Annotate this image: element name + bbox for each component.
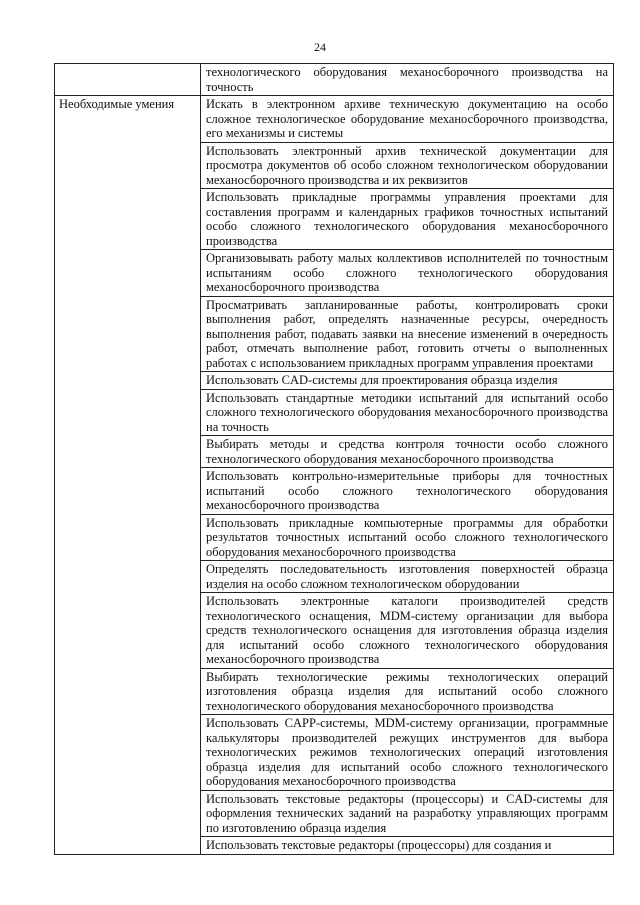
skill-item: Использовать электронный архив технической документации для просмотра документов об особо сложном технологическом оборудовании механосборочного производства и их реквизитов	[201, 143, 613, 190]
page-number: 24	[314, 40, 326, 54]
row-label	[55, 64, 201, 95]
skills-table	[54, 63, 614, 855]
skill-item: Использовать стандартные методики испытаний для испытаний особо сложного технологического оборудования механосборочного производства на точность	[201, 390, 613, 437]
skill-item: Выбирать методы и средства контроля точности особо сложного технологического оборудования механосборочного производства	[201, 436, 613, 468]
skill-item: Использовать текстовые редакторы (процессоры) и CAD-системы для оформления технических заданий на разработку управляющих программ по изготовлению образца изделия	[201, 791, 613, 838]
skill-item: Использовать прикладные компьютерные программы для обработки результатов точностных испытаний особо сложного технологического оборудования механосборочного производства	[201, 515, 613, 562]
skill-item: Использовать контрольно-измерительные приборы для точностных испытаний особо сложного технологического оборудования механосборочного производства	[201, 468, 613, 515]
skill-item: Использовать электронные каталоги производителей средств технологического оснащения, MDM-систему организации для выбора средств технологического оснащения для изготовления образца изделия для испытаний особо сложного технологического оборудования механосборочного производства	[201, 593, 613, 669]
table-row-skills	[55, 96, 613, 854]
skill-item: Определять последовательность изготовления поверхностей образца изделия на особо сложном технологическом оборудовании	[201, 561, 613, 593]
skill-item: Искать в электронном архиве техническую документацию на особо сложное технологическое оборудование механосборочного производства, его механизмы и системы	[201, 96, 613, 143]
skill-item: Организовывать работу малых коллективов исполнителей по точностным испытаниям особо сложного технологического оборудования механосборочного производства	[201, 250, 613, 297]
table-row-continuation	[55, 64, 613, 96]
row-label-skills: Необходимые умения	[55, 96, 201, 854]
skill-item: Использовать CAPP-системы, MDM-систему организации, программные калькуляторы производителей режущих инструментов для выбора технологических режимов технологических операций изготовления образца изделия для испытаний особо сложного технологического оборудования механосборочного производства	[201, 715, 613, 791]
skill-item: Использовать текстовые редакторы (процессоры) для создания и	[206, 838, 552, 852]
skill-item: Выбирать технологические режимы технологических операций изготовления образца изделия для испытаний особо сложного технологического оборудования механосборочного производства	[201, 669, 613, 716]
skill-item: Просматривать запланированные работы, контролировать сроки выполнения работ, определять назначенные ресурсы, очередность выполнения работ, подавать заявки на внесение изменений в очередность работ, отмечать выполнение работ, готовить отчеты о выполненных работах с использованием прикладных программ управления проектами	[201, 297, 613, 373]
table-cell: технологического оборудования механосборочного производства на точность	[206, 65, 608, 94]
skill-item: Использовать прикладные программы управления проектами для составления программ и календарных графиков точностных испытаний особо сложного технологического оборудования механосборочного производства	[201, 189, 613, 250]
skills-list	[201, 96, 613, 854]
skill-item: Использовать CAD-системы для проектирования образца изделия	[201, 372, 613, 390]
